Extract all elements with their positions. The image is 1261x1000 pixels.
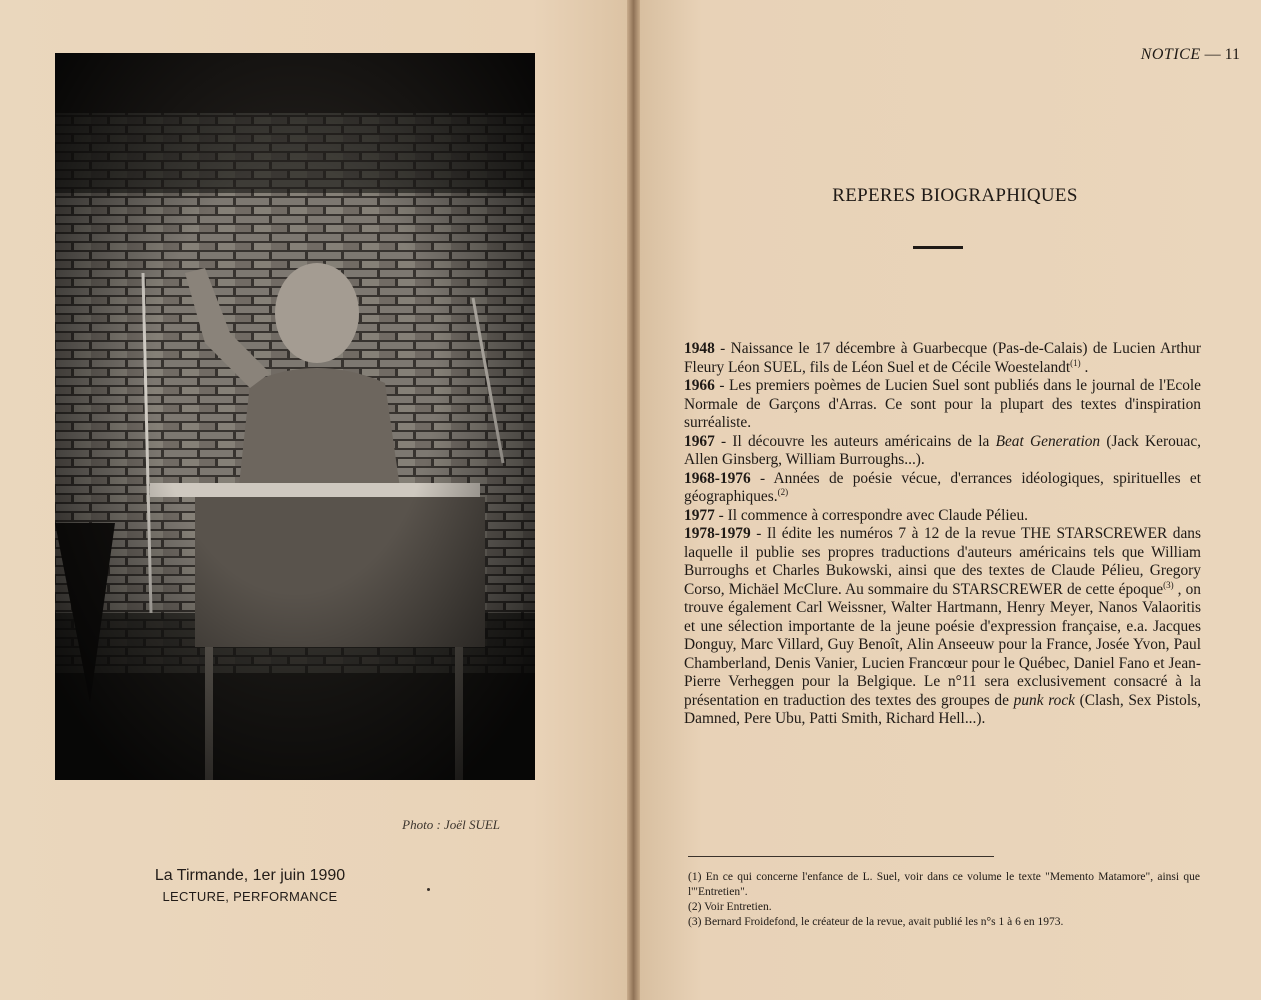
- bio-text: (Jack Kerouac, Allen Ginsberg, William Burroughs...).: [684, 432, 1202, 468]
- photograph-reading-performance: [55, 53, 535, 780]
- footnote: (1) En ce qui concerne l'enfance de L. Suel, voir dans ce volume le texte "Memento Matamore", ainsi que l'"Entretien".: [688, 871, 1200, 898]
- bio-text: .: [1080, 358, 1089, 376]
- bio-italic: punk rock: [1013, 691, 1075, 709]
- bio-year: 1968-1976: [684, 469, 751, 487]
- book-gutter: [627, 0, 640, 1000]
- bio-year: 1948: [684, 340, 715, 357]
- footnote-ref: (2): [777, 487, 789, 497]
- photo-caption-title: La Tirmande, 1er juin 1990: [154, 867, 346, 884]
- footnote-rule: [688, 856, 994, 857]
- title-rule: [913, 246, 963, 249]
- photo-caption-subtitle: LECTURE, PERFORMANCE: [162, 889, 338, 904]
- bio-entry: [684, 377, 1201, 433]
- page-number: 11: [1224, 46, 1240, 63]
- photo-credit: Photo : Joël SUEL: [402, 817, 500, 832]
- bio-entry: [684, 507, 1201, 526]
- bio-text: - Naissance le 17 décembre à Guarbecque (Pas-de-Calais) de Lucien Arthur Fleury Léon SUEL, fils de Léon Suel et de Cécile Woestelandt: [684, 340, 1201, 376]
- bio-entry: [684, 470, 1201, 507]
- print-speck: [427, 888, 430, 891]
- bio-text: , on trouve également Carl Weissner, Walter Hartmann, Henry Meyer, Nanos Valaoritis et une sélection importante de la jeune poésie d'expression française, e.a. Jacques Donguy, Marc Villard, Guy Benoît, Alin Anseeuw pour la France, Josée Yvon, Paul Chamberland, Denis Vanier, Lucien Francœur pour le Québec, Daniel Fano et Jean-Pierre Verheggen pour la Belgique. Le n°11 sera exclusivement consacré à la présentation en traduction des textes des groupes de: [684, 580, 1201, 709]
- right-page: [640, 0, 1261, 1000]
- section-title: REPERES BIOGRAPHIQUES: [832, 185, 1078, 206]
- bio-text: - Il commence à correspondre avec Claude Pélieu.: [714, 506, 1029, 524]
- running-head: [1080, 46, 1240, 64]
- biography-entries: [684, 340, 1201, 729]
- left-page: [0, 0, 627, 1000]
- bio-year: 1967: [684, 432, 715, 450]
- bio-year: 1966: [684, 377, 715, 394]
- bio-text: - Il découvre les auteurs américains de la: [714, 432, 996, 450]
- bio-entry: [684, 340, 1201, 377]
- footnote: (3) Bernard Froidefond, le créateur de la revue, avait publié les n°s 1 à 6 en 1973.: [688, 916, 1064, 928]
- bio-text: (Clash, Sex Pistols, Damned, Pere Ubu, Patti Smith, Richard Hell...).: [684, 691, 1201, 727]
- bio-year: 1977: [684, 506, 715, 524]
- bio-year: 1978-1979: [684, 525, 751, 542]
- footnotes: [688, 870, 1200, 930]
- bio-text: - Années de poésie vécue, d'errances idéologiques, spirituelles et géographiques.: [684, 469, 1201, 505]
- bio-italic: Beat Generation: [995, 432, 1101, 450]
- running-head-separator: —: [1200, 46, 1225, 63]
- bio-entry: [684, 433, 1201, 470]
- running-head-title: NOTICE: [1140, 46, 1201, 63]
- footnote: (2) Voir Entretien.: [688, 901, 772, 913]
- footnote-ref: (1): [1070, 357, 1081, 368]
- bio-text: - Il édite les numéros 7 à 12 de la revue THE STARSCREWER dans laquelle il publie ses propres traductions d'auteurs américains tels que William Burroughs et Charles Bukowski, ainsi que des textes de Claude Pélieu, Gregory Corso, Michäel McClure. Au sommaire du STARSCREWER de cette époque: [684, 525, 1201, 598]
- bio-entry: [684, 525, 1201, 729]
- footnote-ref: (3): [1163, 579, 1174, 590]
- bio-text: - Les premiers poèmes de Lucien Suel sont publiés dans le journal de l'Ecole Normale de Garçons d'Arras. Ce sont pour la plupart des textes d'inspiration surréaliste.: [684, 377, 1201, 431]
